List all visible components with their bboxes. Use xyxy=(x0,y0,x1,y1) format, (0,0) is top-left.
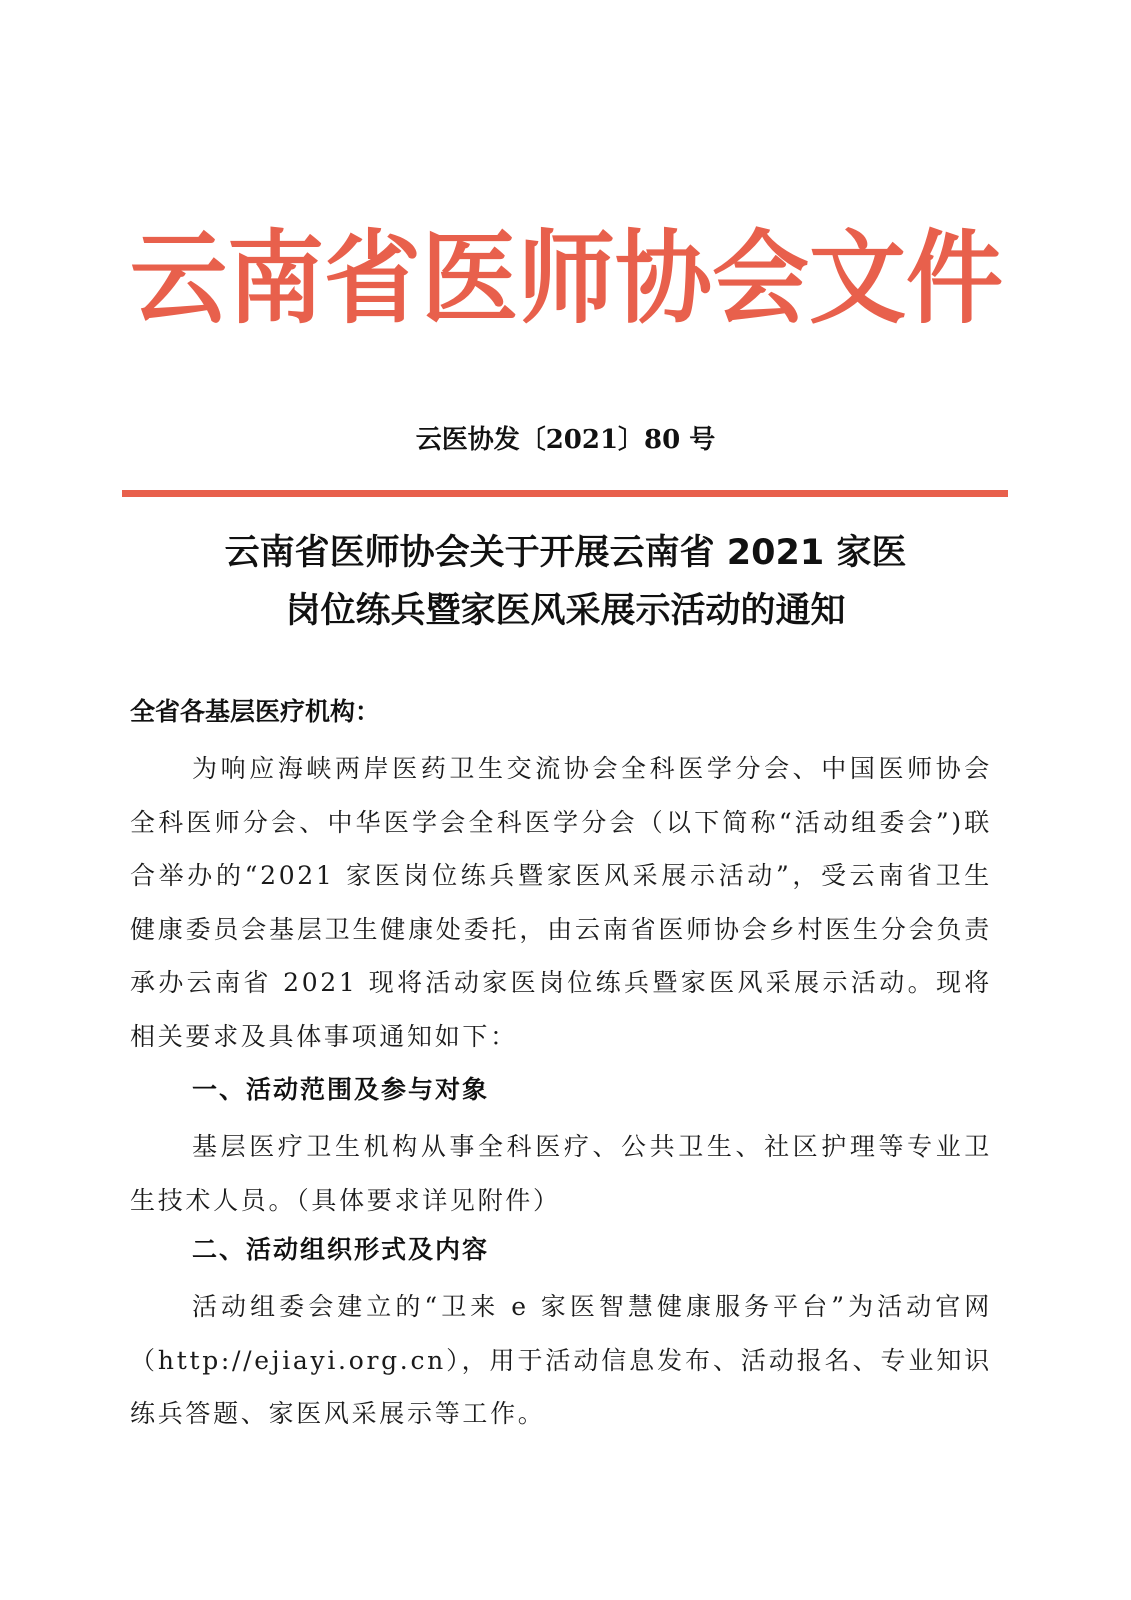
notice-title-line1: 云南省医师协会关于开展云南省 2021 家医 xyxy=(224,533,907,573)
section-paragraph-scope: 基层医疗卫生机构从事全科医疗、公共卫生、社区护理等专业卫生技术人员。（具体要求详见附件） xyxy=(130,1132,992,1215)
document-number: 云医协发〔2021〕80 号 xyxy=(415,425,716,455)
masthead-title: 云南省医师协会文件 xyxy=(130,218,1003,338)
notice-title-line2: 岗位练兵暨家医风采展示活动的通知 xyxy=(285,591,846,631)
section-heading-organization: 二、活动组织形式及内容 xyxy=(192,1235,490,1264)
red-divider-line xyxy=(122,490,1008,497)
section-paragraph-organization: 活动组委会建立的“卫来 e 家医智慧健康服务平台”为活动官网（http://ejiayi.org.cn），用于活动信息发布、活动报名、专业知识练兵答题、家医风采展示等工作。 xyxy=(130,1292,992,1428)
section-heading-scope: 一、活动范围及参与对象 xyxy=(192,1075,490,1104)
intro-paragraph: 为响应海峡两岸医药卫生交流协会全科医学分会、中国医师协会全科医师分会、中华医学会全科医学分会（以下简称“活动组委会”)联合举办的“2021 家医岗位练兵暨家医风采展示活动”，受云南省卫生健康委员会基层卫生健康处委托，由云南省医师协会乡村医生分会负责承办云南省 2021 现将活动家医岗位练兵暨家医风采展示活动。现将相关要求及具体事项通知如下： xyxy=(130,754,992,1051)
salutation: 全省各基层医疗机构： xyxy=(130,697,381,726)
notice-title xyxy=(80,524,1051,640)
